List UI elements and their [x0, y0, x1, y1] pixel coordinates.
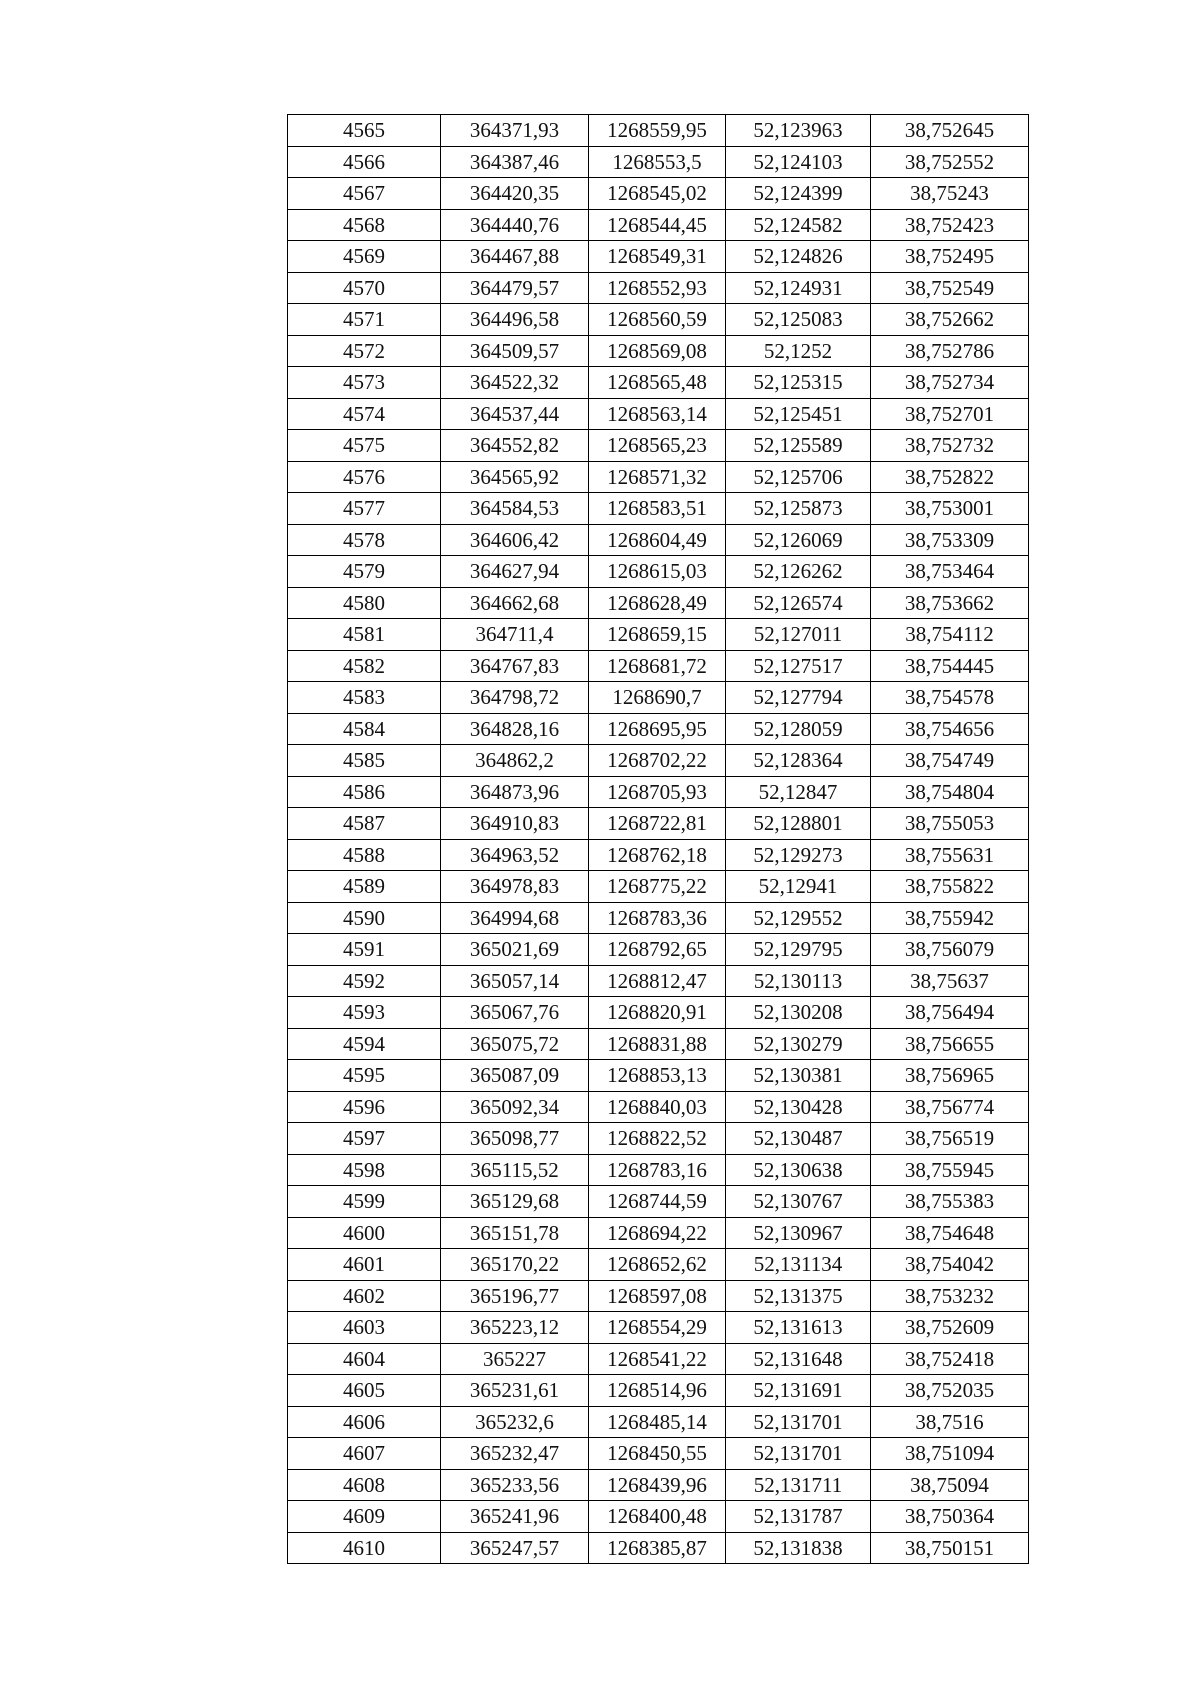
x-coordinate-cell: 364662,68 [441, 587, 589, 619]
point-number-cell: 4591 [288, 934, 441, 966]
x-coordinate-cell: 365115,52 [441, 1154, 589, 1186]
longitude-cell: 38,750151 [871, 1532, 1029, 1564]
x-coordinate-cell: 365231,61 [441, 1375, 589, 1407]
longitude-cell: 38,754042 [871, 1249, 1029, 1281]
point-number-cell: 4595 [288, 1060, 441, 1092]
table-row [288, 1249, 1029, 1281]
y-coordinate-cell: 1268553,5 [589, 146, 726, 178]
latitude-cell: 52,127794 [726, 682, 871, 714]
table-row [288, 461, 1029, 493]
longitude-cell: 38,752701 [871, 398, 1029, 430]
point-number-cell: 4605 [288, 1375, 441, 1407]
longitude-cell: 38,752418 [871, 1343, 1029, 1375]
point-number-cell: 4604 [288, 1343, 441, 1375]
latitude-cell: 52,131701 [726, 1438, 871, 1470]
longitude-cell: 38,755053 [871, 808, 1029, 840]
latitude-cell: 52,1252 [726, 335, 871, 367]
point-number-cell: 4578 [288, 524, 441, 556]
point-number-cell: 4593 [288, 997, 441, 1029]
point-number-cell: 4583 [288, 682, 441, 714]
coordinates-table-body [288, 115, 1029, 1564]
table-row [288, 871, 1029, 903]
point-number-cell: 4570 [288, 272, 441, 304]
point-number-cell: 4571 [288, 304, 441, 336]
y-coordinate-cell: 1268783,36 [589, 902, 726, 934]
x-coordinate-cell: 365067,76 [441, 997, 589, 1029]
x-coordinate-cell: 365075,72 [441, 1028, 589, 1060]
x-coordinate-cell: 365021,69 [441, 934, 589, 966]
longitude-cell: 38,756519 [871, 1123, 1029, 1155]
y-coordinate-cell: 1268541,22 [589, 1343, 726, 1375]
table-row [288, 398, 1029, 430]
point-number-cell: 4581 [288, 619, 441, 651]
table-row [288, 1154, 1029, 1186]
table-row [288, 1123, 1029, 1155]
table-row [288, 587, 1029, 619]
y-coordinate-cell: 1268659,15 [589, 619, 726, 651]
latitude-cell: 52,124103 [726, 146, 871, 178]
x-coordinate-cell: 365232,6 [441, 1406, 589, 1438]
x-coordinate-cell: 364910,83 [441, 808, 589, 840]
point-number-cell: 4600 [288, 1217, 441, 1249]
x-coordinate-cell: 364963,52 [441, 839, 589, 871]
point-number-cell: 4575 [288, 430, 441, 462]
point-number-cell: 4599 [288, 1186, 441, 1218]
x-coordinate-cell: 365170,22 [441, 1249, 589, 1281]
latitude-cell: 52,130381 [726, 1060, 871, 1092]
latitude-cell: 52,125315 [726, 367, 871, 399]
point-number-cell: 4608 [288, 1469, 441, 1501]
longitude-cell: 38,75243 [871, 178, 1029, 210]
table-row [288, 1469, 1029, 1501]
table-row [288, 776, 1029, 808]
longitude-cell: 38,754112 [871, 619, 1029, 651]
longitude-cell: 38,752645 [871, 115, 1029, 147]
longitude-cell: 38,754804 [871, 776, 1029, 808]
table-row [288, 1028, 1029, 1060]
x-coordinate-cell: 365098,77 [441, 1123, 589, 1155]
table-row [288, 241, 1029, 273]
table-row [288, 1217, 1029, 1249]
latitude-cell: 52,124582 [726, 209, 871, 241]
x-coordinate-cell: 364584,53 [441, 493, 589, 525]
longitude-cell: 38,75637 [871, 965, 1029, 997]
y-coordinate-cell: 1268775,22 [589, 871, 726, 903]
y-coordinate-cell: 1268615,03 [589, 556, 726, 588]
y-coordinate-cell: 1268554,29 [589, 1312, 726, 1344]
x-coordinate-cell: 364873,96 [441, 776, 589, 808]
x-coordinate-cell: 365241,96 [441, 1501, 589, 1533]
point-number-cell: 4588 [288, 839, 441, 871]
table-row [288, 146, 1029, 178]
table-row [288, 1091, 1029, 1123]
longitude-cell: 38,752662 [871, 304, 1029, 336]
longitude-cell: 38,751094 [871, 1438, 1029, 1470]
table-row [288, 556, 1029, 588]
y-coordinate-cell: 1268563,14 [589, 398, 726, 430]
point-number-cell: 4580 [288, 587, 441, 619]
latitude-cell: 52,125083 [726, 304, 871, 336]
y-coordinate-cell: 1268694,22 [589, 1217, 726, 1249]
latitude-cell: 52,131838 [726, 1532, 871, 1564]
point-number-cell: 4573 [288, 367, 441, 399]
x-coordinate-cell: 365196,77 [441, 1280, 589, 1312]
longitude-cell: 38,755822 [871, 871, 1029, 903]
latitude-cell: 52,130638 [726, 1154, 871, 1186]
longitude-cell: 38,752609 [871, 1312, 1029, 1344]
y-coordinate-cell: 1268439,96 [589, 1469, 726, 1501]
x-coordinate-cell: 365151,78 [441, 1217, 589, 1249]
longitude-cell: 38,754749 [871, 745, 1029, 777]
y-coordinate-cell: 1268549,31 [589, 241, 726, 273]
latitude-cell: 52,127517 [726, 650, 871, 682]
x-coordinate-cell: 364828,16 [441, 713, 589, 745]
y-coordinate-cell: 1268783,16 [589, 1154, 726, 1186]
latitude-cell: 52,127011 [726, 619, 871, 651]
latitude-cell: 52,129273 [726, 839, 871, 871]
point-number-cell: 4597 [288, 1123, 441, 1155]
point-number-cell: 4610 [288, 1532, 441, 1564]
longitude-cell: 38,753662 [871, 587, 1029, 619]
table-row [288, 745, 1029, 777]
longitude-cell: 38,754445 [871, 650, 1029, 682]
point-number-cell: 4577 [288, 493, 441, 525]
x-coordinate-cell: 364522,32 [441, 367, 589, 399]
point-number-cell: 4566 [288, 146, 441, 178]
longitude-cell: 38,75094 [871, 1469, 1029, 1501]
table-row [288, 902, 1029, 934]
latitude-cell: 52,131648 [726, 1343, 871, 1375]
longitude-cell: 38,753001 [871, 493, 1029, 525]
table-row [288, 524, 1029, 556]
latitude-cell: 52,125589 [726, 430, 871, 462]
latitude-cell: 52,131691 [726, 1375, 871, 1407]
y-coordinate-cell: 1268820,91 [589, 997, 726, 1029]
y-coordinate-cell: 1268583,51 [589, 493, 726, 525]
point-number-cell: 4586 [288, 776, 441, 808]
point-number-cell: 4592 [288, 965, 441, 997]
table-row [288, 839, 1029, 871]
latitude-cell: 52,130967 [726, 1217, 871, 1249]
latitude-cell: 52,128364 [726, 745, 871, 777]
y-coordinate-cell: 1268544,45 [589, 209, 726, 241]
y-coordinate-cell: 1268705,93 [589, 776, 726, 808]
x-coordinate-cell: 364552,82 [441, 430, 589, 462]
x-coordinate-cell: 364627,94 [441, 556, 589, 588]
y-coordinate-cell: 1268485,14 [589, 1406, 726, 1438]
x-coordinate-cell: 364711,4 [441, 619, 589, 651]
point-number-cell: 4572 [288, 335, 441, 367]
latitude-cell: 52,123963 [726, 115, 871, 147]
latitude-cell: 52,129552 [726, 902, 871, 934]
latitude-cell: 52,130279 [726, 1028, 871, 1060]
longitude-cell: 38,756965 [871, 1060, 1029, 1092]
y-coordinate-cell: 1268652,62 [589, 1249, 726, 1281]
table-row [288, 1406, 1029, 1438]
x-coordinate-cell: 365227 [441, 1343, 589, 1375]
y-coordinate-cell: 1268569,08 [589, 335, 726, 367]
point-number-cell: 4579 [288, 556, 441, 588]
longitude-cell: 38,752734 [871, 367, 1029, 399]
longitude-cell: 38,752035 [871, 1375, 1029, 1407]
y-coordinate-cell: 1268560,59 [589, 304, 726, 336]
point-number-cell: 4609 [288, 1501, 441, 1533]
table-row [288, 997, 1029, 1029]
table-row [288, 934, 1029, 966]
y-coordinate-cell: 1268792,65 [589, 934, 726, 966]
longitude-cell: 38,756494 [871, 997, 1029, 1029]
x-coordinate-cell: 364479,57 [441, 272, 589, 304]
table-row [288, 1375, 1029, 1407]
point-number-cell: 4584 [288, 713, 441, 745]
y-coordinate-cell: 1268762,18 [589, 839, 726, 871]
latitude-cell: 52,131711 [726, 1469, 871, 1501]
table-row [288, 619, 1029, 651]
y-coordinate-cell: 1268744,59 [589, 1186, 726, 1218]
x-coordinate-cell: 364767,83 [441, 650, 589, 682]
latitude-cell: 52,125451 [726, 398, 871, 430]
point-number-cell: 4601 [288, 1249, 441, 1281]
y-coordinate-cell: 1268722,81 [589, 808, 726, 840]
table-row [288, 1438, 1029, 1470]
longitude-cell: 38,754648 [871, 1217, 1029, 1249]
longitude-cell: 38,750364 [871, 1501, 1029, 1533]
table-row [288, 1312, 1029, 1344]
table-row [288, 1186, 1029, 1218]
point-number-cell: 4607 [288, 1438, 441, 1470]
table-row [288, 713, 1029, 745]
y-coordinate-cell: 1268690,7 [589, 682, 726, 714]
point-number-cell: 4567 [288, 178, 441, 210]
table-row [288, 1280, 1029, 1312]
x-coordinate-cell: 364371,93 [441, 115, 589, 147]
point-number-cell: 4602 [288, 1280, 441, 1312]
point-number-cell: 4596 [288, 1091, 441, 1123]
x-coordinate-cell: 364565,92 [441, 461, 589, 493]
x-coordinate-cell: 365247,57 [441, 1532, 589, 1564]
x-coordinate-cell: 364978,83 [441, 871, 589, 903]
latitude-cell: 52,130487 [726, 1123, 871, 1155]
point-number-cell: 4582 [288, 650, 441, 682]
y-coordinate-cell: 1268385,87 [589, 1532, 726, 1564]
longitude-cell: 38,753232 [871, 1280, 1029, 1312]
longitude-cell: 38,755383 [871, 1186, 1029, 1218]
table-row [288, 115, 1029, 147]
point-number-cell: 4576 [288, 461, 441, 493]
x-coordinate-cell: 364467,88 [441, 241, 589, 273]
latitude-cell: 52,131134 [726, 1249, 871, 1281]
longitude-cell: 38,752822 [871, 461, 1029, 493]
latitude-cell: 52,131375 [726, 1280, 871, 1312]
table-row [288, 1060, 1029, 1092]
table-row [288, 682, 1029, 714]
longitude-cell: 38,7516 [871, 1406, 1029, 1438]
y-coordinate-cell: 1268565,23 [589, 430, 726, 462]
x-coordinate-cell: 364440,76 [441, 209, 589, 241]
longitude-cell: 38,752495 [871, 241, 1029, 273]
y-coordinate-cell: 1268681,72 [589, 650, 726, 682]
table-row [288, 178, 1029, 210]
x-coordinate-cell: 365129,68 [441, 1186, 589, 1218]
longitude-cell: 38,752423 [871, 209, 1029, 241]
y-coordinate-cell: 1268628,49 [589, 587, 726, 619]
longitude-cell: 38,753464 [871, 556, 1029, 588]
y-coordinate-cell: 1268831,88 [589, 1028, 726, 1060]
longitude-cell: 38,755631 [871, 839, 1029, 871]
table-row [288, 965, 1029, 997]
latitude-cell: 52,126574 [726, 587, 871, 619]
point-number-cell: 4587 [288, 808, 441, 840]
longitude-cell: 38,752549 [871, 272, 1029, 304]
longitude-cell: 38,754656 [871, 713, 1029, 745]
longitude-cell: 38,752786 [871, 335, 1029, 367]
x-coordinate-cell: 364798,72 [441, 682, 589, 714]
y-coordinate-cell: 1268822,52 [589, 1123, 726, 1155]
table-row [288, 272, 1029, 304]
table-row [288, 1532, 1029, 1564]
x-coordinate-cell: 364387,46 [441, 146, 589, 178]
x-coordinate-cell: 365233,56 [441, 1469, 589, 1501]
latitude-cell: 52,130208 [726, 997, 871, 1029]
point-number-cell: 4606 [288, 1406, 441, 1438]
latitude-cell: 52,12847 [726, 776, 871, 808]
longitude-cell: 38,752732 [871, 430, 1029, 462]
longitude-cell: 38,752552 [871, 146, 1029, 178]
table-row [288, 493, 1029, 525]
point-number-cell: 4603 [288, 1312, 441, 1344]
x-coordinate-cell: 364496,58 [441, 304, 589, 336]
table-row [288, 650, 1029, 682]
x-coordinate-cell: 364606,42 [441, 524, 589, 556]
table-row [288, 367, 1029, 399]
y-coordinate-cell: 1268545,02 [589, 178, 726, 210]
latitude-cell: 52,131701 [726, 1406, 871, 1438]
latitude-cell: 52,130428 [726, 1091, 871, 1123]
longitude-cell: 38,755942 [871, 902, 1029, 934]
table-row [288, 335, 1029, 367]
x-coordinate-cell: 364420,35 [441, 178, 589, 210]
latitude-cell: 52,12941 [726, 871, 871, 903]
y-coordinate-cell: 1268400,48 [589, 1501, 726, 1533]
y-coordinate-cell: 1268565,48 [589, 367, 726, 399]
x-coordinate-cell: 365223,12 [441, 1312, 589, 1344]
table-row [288, 808, 1029, 840]
x-coordinate-cell: 364862,2 [441, 745, 589, 777]
point-number-cell: 4585 [288, 745, 441, 777]
x-coordinate-cell: 364537,44 [441, 398, 589, 430]
latitude-cell: 52,125706 [726, 461, 871, 493]
x-coordinate-cell: 365087,09 [441, 1060, 589, 1092]
y-coordinate-cell: 1268450,55 [589, 1438, 726, 1470]
latitude-cell: 52,124826 [726, 241, 871, 273]
latitude-cell: 52,126069 [726, 524, 871, 556]
y-coordinate-cell: 1268702,22 [589, 745, 726, 777]
x-coordinate-cell: 365092,34 [441, 1091, 589, 1123]
x-coordinate-cell: 365232,47 [441, 1438, 589, 1470]
longitude-cell: 38,755945 [871, 1154, 1029, 1186]
point-number-cell: 4569 [288, 241, 441, 273]
latitude-cell: 52,130113 [726, 965, 871, 997]
table-row [288, 430, 1029, 462]
point-number-cell: 4568 [288, 209, 441, 241]
table-row [288, 1501, 1029, 1533]
latitude-cell: 52,124399 [726, 178, 871, 210]
latitude-cell: 52,131613 [726, 1312, 871, 1344]
latitude-cell: 52,131787 [726, 1501, 871, 1533]
longitude-cell: 38,754578 [871, 682, 1029, 714]
point-number-cell: 4594 [288, 1028, 441, 1060]
longitude-cell: 38,756079 [871, 934, 1029, 966]
point-number-cell: 4590 [288, 902, 441, 934]
y-coordinate-cell: 1268695,95 [589, 713, 726, 745]
latitude-cell: 52,128801 [726, 808, 871, 840]
y-coordinate-cell: 1268514,96 [589, 1375, 726, 1407]
y-coordinate-cell: 1268559,95 [589, 115, 726, 147]
longitude-cell: 38,756774 [871, 1091, 1029, 1123]
point-number-cell: 4574 [288, 398, 441, 430]
latitude-cell: 52,128059 [726, 713, 871, 745]
longitude-cell: 38,753309 [871, 524, 1029, 556]
y-coordinate-cell: 1268597,08 [589, 1280, 726, 1312]
point-number-cell: 4598 [288, 1154, 441, 1186]
y-coordinate-cell: 1268571,32 [589, 461, 726, 493]
longitude-cell: 38,756655 [871, 1028, 1029, 1060]
y-coordinate-cell: 1268812,47 [589, 965, 726, 997]
y-coordinate-cell: 1268840,03 [589, 1091, 726, 1123]
latitude-cell: 52,130767 [726, 1186, 871, 1218]
x-coordinate-cell: 364509,57 [441, 335, 589, 367]
table-row [288, 304, 1029, 336]
x-coordinate-cell: 364994,68 [441, 902, 589, 934]
point-number-cell: 4589 [288, 871, 441, 903]
latitude-cell: 52,125873 [726, 493, 871, 525]
x-coordinate-cell: 365057,14 [441, 965, 589, 997]
latitude-cell: 52,129795 [726, 934, 871, 966]
coordinates-table [287, 114, 1029, 1564]
y-coordinate-cell: 1268604,49 [589, 524, 726, 556]
table-row [288, 1343, 1029, 1375]
y-coordinate-cell: 1268853,13 [589, 1060, 726, 1092]
latitude-cell: 52,124931 [726, 272, 871, 304]
point-number-cell: 4565 [288, 115, 441, 147]
latitude-cell: 52,126262 [726, 556, 871, 588]
table-row [288, 209, 1029, 241]
y-coordinate-cell: 1268552,93 [589, 272, 726, 304]
